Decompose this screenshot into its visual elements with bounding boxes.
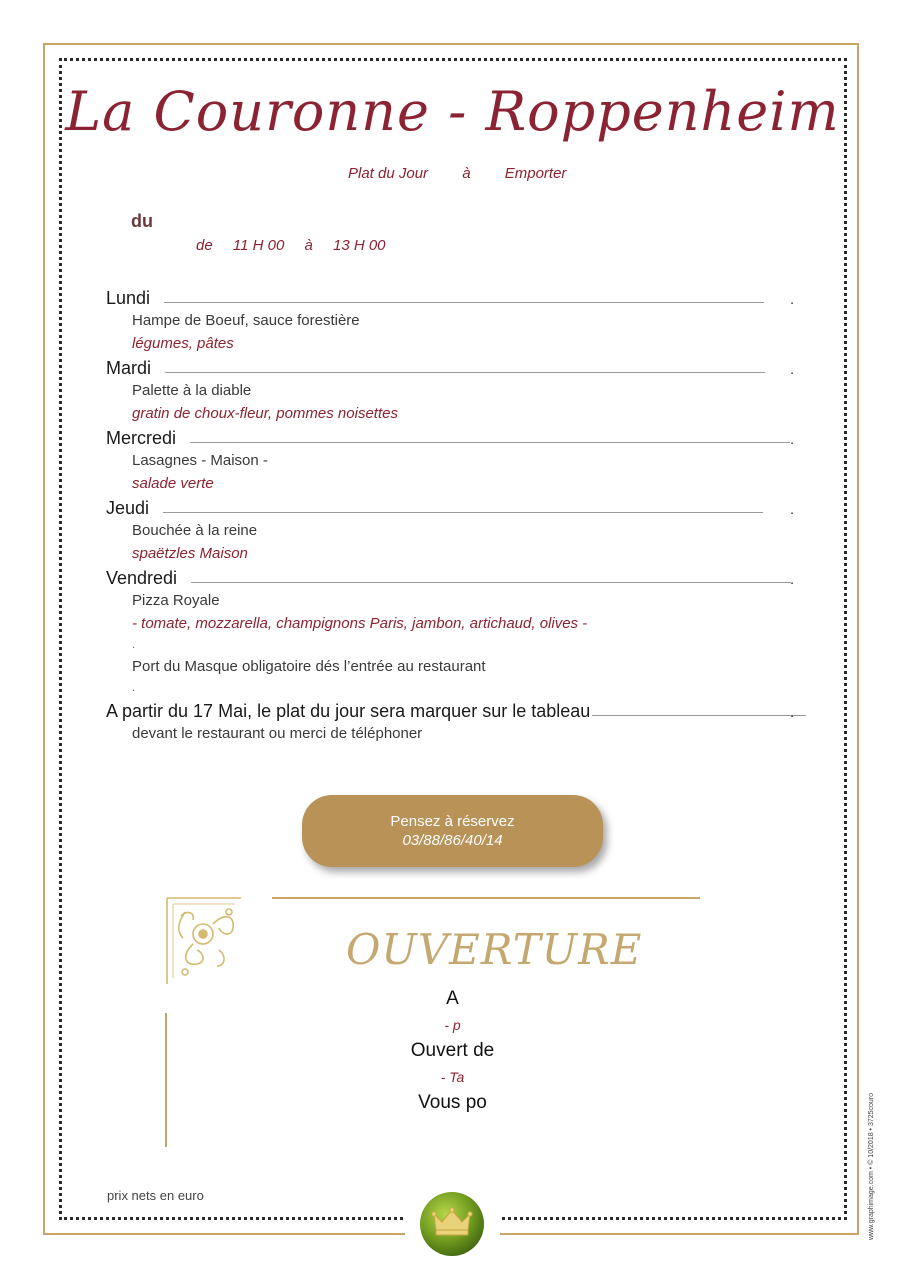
subtitle [348,165,596,182]
day-rule [191,582,791,583]
day-name: Jeudi [106,498,150,518]
dish: Palette à la diable [132,382,252,399]
announcement-row [106,698,806,722]
gold-divider-vertical [165,1013,167,1147]
separator-dot: . [132,639,136,651]
hours-end: 13 H 00 [332,237,386,254]
reserve-button[interactable] [302,795,603,867]
side-dish: salade verte [132,475,214,492]
hours-a: à [304,237,313,254]
reserve-phone: 03/88/86/40/14 [402,832,503,849]
side-dish: spaëtzles Maison [132,545,248,562]
subtitle-a: à [462,165,471,182]
day-rule [165,372,765,373]
day-row-jeudi [106,495,806,519]
day-row-mardi [106,355,806,379]
announcement-rule [592,715,806,716]
opening-sub-1: - p [444,1017,461,1033]
side-dish: - tomate, mozzarella, champignons Paris, jambon, artichaud, olives - [132,615,588,632]
dish: Pizza Royale [132,592,220,609]
day-name: Mercredi [106,428,177,448]
ouverture-heading: OUVERTURE [346,925,643,974]
day-name: Vendredi [106,568,178,588]
day-rule [190,442,790,443]
dish: Hampe de Boeuf, sauce forestière [132,312,360,329]
weekly-menu [106,285,806,745]
day-rule [164,302,764,303]
day-dot: . [790,431,794,447]
day-row-lundi [106,285,806,309]
price-note: prix nets en euro [107,1188,204,1203]
printer-credit: www.graphimage.com • © 10/2018 • 3725couro [868,1092,875,1240]
day-rule [163,512,763,513]
announcement-subtext: devant le restaurant ou merci de téléphoner [132,725,423,742]
day-dot: . [790,361,794,377]
side-dish: gratin de choux-fleur, pommes noisettes [132,405,398,422]
reserve-label: Pensez à réservez [390,813,515,830]
du-label: du [131,211,153,231]
floral-ornament-icon [163,894,245,988]
announcement-dot: . [790,704,794,720]
announcement-text: A partir du 17 Mai, le plat du jour sera marquer sur le tableau [106,701,591,721]
hours-de: de [196,237,213,254]
gold-divider-horizontal [272,897,700,899]
day-row-mercredi [106,425,806,449]
opening-sub-2: - Ta [440,1069,465,1085]
opening-hours [300,985,605,1117]
mask-notice: Port du Masque obligatoire dés l’entrée au restaurant [132,658,486,675]
day-row-vendredi [106,565,806,589]
dish: Bouchée à la reine [132,522,258,539]
day-dot: . [790,501,794,517]
crown-logo-icon [418,1190,486,1258]
opening-line-1: A [446,988,459,1009]
day-name: Lundi [106,288,151,308]
day-name: Mardi [106,358,152,378]
restaurant-title: La Couronne - Roppenheim [65,80,840,143]
subtitle-plat: Plat du Jour [348,165,429,182]
dish: Lasagnes - Maison - [132,452,268,469]
subtitle-emporter: Emporter [504,165,567,182]
day-dot: . [790,291,794,307]
separator-dot: . [132,682,136,694]
hours-start: 11 H 00 [232,237,285,254]
service-hours [196,237,402,254]
day-dot: . [790,571,794,587]
opening-line-2: Ouvert de [410,1040,495,1061]
side-dish: légumes, pâtes [132,335,234,352]
opening-line-3: Vous po [418,1092,487,1113]
